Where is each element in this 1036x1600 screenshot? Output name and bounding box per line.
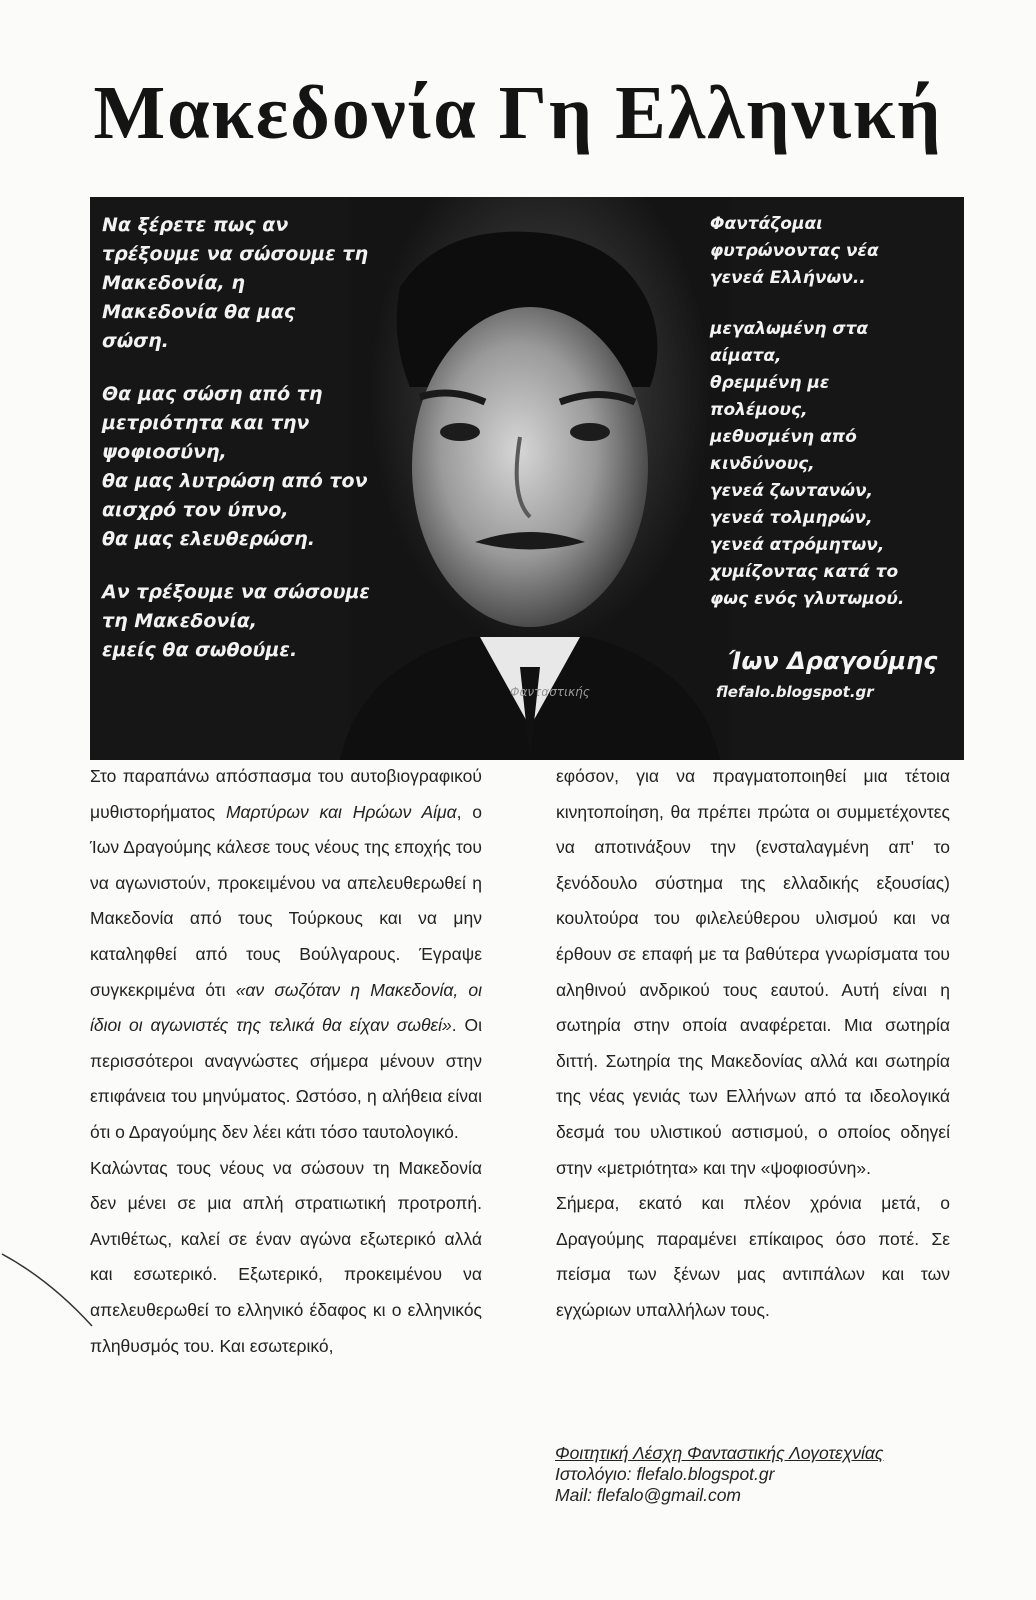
signature-block bbox=[555, 1443, 975, 1506]
page-title: Μακεδονία Γη Ελληνική bbox=[93, 71, 943, 155]
quote-line: γενεά Ελλήνων.. bbox=[710, 268, 866, 288]
quote-line: τρέξουμε να σώσουμε τη bbox=[102, 243, 369, 265]
quote-line: μετριότητα και την bbox=[102, 412, 310, 434]
quote-line: Θα μας σώση από τη bbox=[102, 383, 323, 405]
quote-line: γενεά τολμηρών, bbox=[710, 508, 873, 528]
quote-line: θρεμμένη με bbox=[710, 373, 830, 393]
quote-line: αίματα, bbox=[710, 346, 782, 366]
quote-line: Να ξέρετε πως αν bbox=[102, 214, 289, 236]
quote-line: σώση. bbox=[102, 330, 169, 352]
quote-line: τη Μακεδονία, bbox=[102, 610, 258, 632]
left-paragraph-1: Στο παραπάνω απόσπασμα του αυτοβιογραφικού μυθιστορήματος Μαρτύρων και Ηρώων Αίμα, ο Ίων Δραγούμης κάλεσε τους νέους της εποχής του να αγωνιστούν, προκειμένου να απελευθερωθεί η Μακεδονία από τους Τούρκους και να μην καταληφθεί από τους Βούλγαρους. Έγραψε συγκεκριμένα ότι «αν σωζόταν η Μακεδονία, οι ίδιοι οι αγωνιστές της τελικά θα είχαν σωθεί». Οι περισσότεροι αναγνώστες σήμερα μένουν στην επιφάνεια του μηνύματος. Ωστόσο, η αλήθεια είναι ότι ο Δραγούμης δεν λέει κάτι τόσο ταυτολογικό. bbox=[90, 766, 483, 1142]
banner-image bbox=[90, 197, 964, 760]
quote-line: θα μας ελευθερώση. bbox=[102, 528, 315, 550]
quote-line: ψοφιοσύνη, bbox=[102, 441, 227, 463]
banner-blog-url: flefalo.blogspot.gr bbox=[716, 683, 874, 701]
watermark: Φανταστικής bbox=[510, 685, 590, 699]
quote-line: κινδύνους, bbox=[710, 454, 815, 474]
blog-link: Ιστολόγιο: flefalo.blogspot.gr bbox=[555, 1464, 775, 1484]
quote-line: Φαντάζομαι bbox=[710, 214, 823, 234]
right-paragraph-1: εφόσον, για να πραγματοποιηθεί μια τέτοια κινητοποίηση, θα πρέπει πρώτα οι συμμετέχοντες να αποτινάξουν την (ενσταλαγμένη απ' το ξενόδουλο σύστημα της ελλαδικής εξουσίας) κουλτούρα του φιλελεύθερου υλισμού και να έρθουν σε επαφή με τα βαθύτερα γνωρίσματα του αληθινού ανδρικού τους εαυτού. Αυτή είναι η σωτηρία στην οποία αναφέρεται. Μια σωτηρία διττή. Σωτηρία της Μακεδονίας αλλά και σωτηρία της νέας γενιάς των Ελλήνων από τα ιδεολογικά δεσμά του υλιστικού αστισμού, ο οποίος οδηγεί στην «μετριότητα» και την «ψοφιοσύνη». bbox=[556, 766, 950, 1178]
right-paragraph-2: Σήμερα, εκατό και πλέον χρόνια μετά, ο Δραγούμης παραμένει επίκαιρος όσο ποτέ. Σε πείσμα των ξένων μας αντιπάλων και των εγχώριων υπαλλήλων τους. bbox=[556, 1193, 950, 1320]
quote-line: γενεά ζωντανών, bbox=[710, 481, 874, 501]
left-quote bbox=[102, 211, 402, 689]
quote-line: εμείς θα σωθούμε. bbox=[102, 639, 298, 661]
right-quote bbox=[710, 211, 960, 637]
quote-line: Αν τρέξουμε να σώσουμε bbox=[102, 581, 371, 603]
pen-mark bbox=[0, 1240, 120, 1340]
author-name: Ίων Δραγούμης bbox=[728, 647, 938, 675]
organization-name: Φοιτητική Λέσχη Φανταστικής Λογοτεχνίας bbox=[555, 1443, 884, 1463]
quote-line: πολέμους, bbox=[710, 400, 808, 420]
quote-line: Μακεδονία θα μας bbox=[102, 301, 296, 323]
inline-quote: «αν σωζόταν η Μακεδονία, οι ίδιοι οι αγωνιστές της τελικά θα είχαν σωθεί» bbox=[90, 979, 483, 1036]
quote-line: γενεά ατρόμητων, bbox=[710, 535, 885, 555]
quote-line: μεγαλωμένη στα bbox=[710, 319, 869, 339]
quote-line: χυμίζοντας κατά το bbox=[710, 562, 899, 582]
quote-line: θα μας λυτρώση από τον bbox=[102, 470, 368, 492]
left-column bbox=[90, 759, 482, 1364]
book-title: Μαρτύρων και Ηρώων Αίμα bbox=[225, 801, 457, 822]
right-column bbox=[556, 759, 950, 1329]
quote-line: φυτρώνοντας νέα bbox=[710, 241, 879, 261]
quote-line: μεθυσμένη από bbox=[710, 427, 857, 447]
quote-line: φως ενός γλυτωμού. bbox=[710, 589, 905, 609]
quote-line: Μακεδονία, η bbox=[102, 272, 245, 294]
left-paragraph-2: Καλώντας τους νέους να σώσουν τη Μακεδονία δεν μένει σε μια απλή στρατιωτική προτροπή. Αντιθέτως, καλεί σε έναν αγώνα εξωτερικό αλλά και εσωτερικό. Εξωτερικό, προκειμένου να απελευθερωθεί το ελληνικό έδαφος κι ο ελληνικός πληθυσμός του. Και εσωτερικό, bbox=[90, 1157, 482, 1356]
quote-line: αισχρό τον ύπνο, bbox=[102, 499, 289, 521]
email-contact: Mail: flefalo@gmail.com bbox=[555, 1485, 742, 1505]
